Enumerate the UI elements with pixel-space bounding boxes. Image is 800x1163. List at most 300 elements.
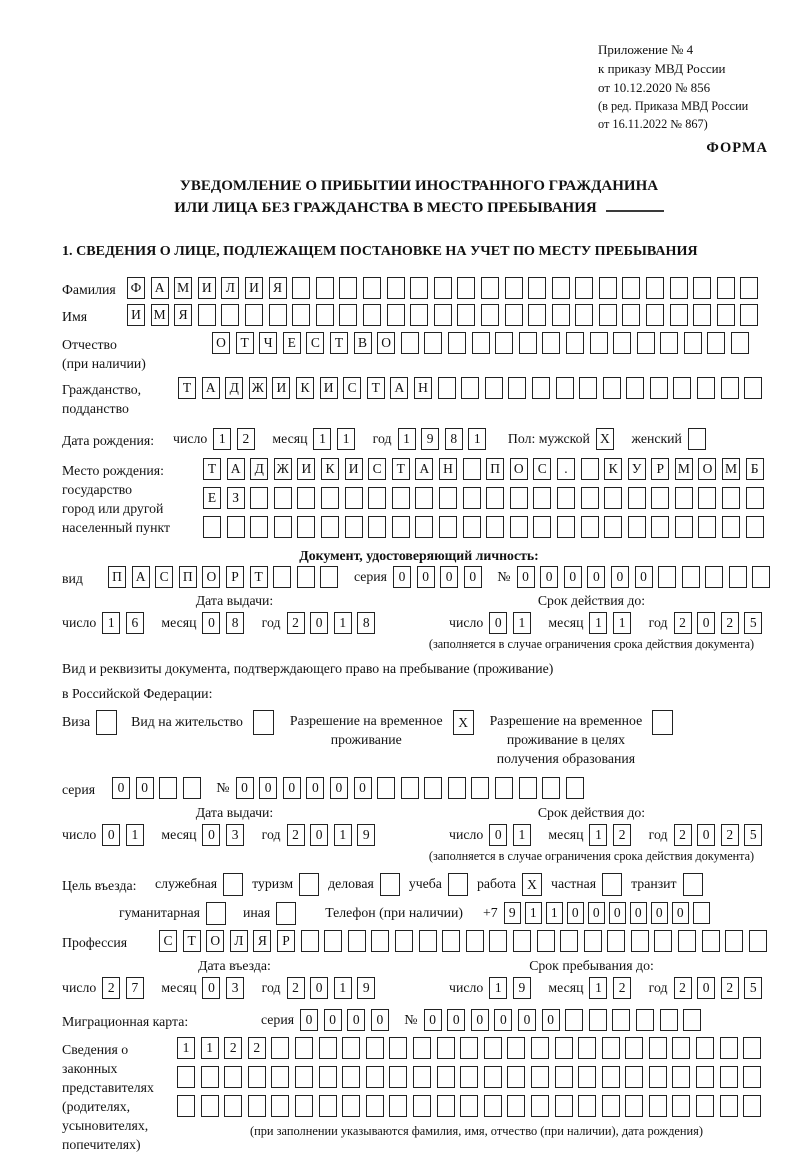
form-cell (722, 487, 740, 509)
form-cell (752, 566, 770, 588)
form-cell: С (368, 458, 386, 480)
form-cell (442, 930, 460, 952)
form-cell: 9 (357, 977, 375, 999)
form-cell: С (159, 930, 177, 952)
form-cell (448, 332, 466, 354)
form-cell (612, 1009, 630, 1031)
form-cell (224, 1095, 242, 1117)
purpose-row1 (62, 873, 776, 896)
form-cell (159, 777, 177, 799)
form-cell: О (202, 566, 220, 588)
form-cell: 0 (542, 1009, 560, 1031)
form-cell (654, 930, 672, 952)
form-cell (725, 930, 743, 952)
form-cell: 0 (300, 1009, 318, 1031)
form-cell: У (628, 458, 646, 480)
birthplace-label-line: населенный пункт (62, 520, 171, 535)
purpose-option-humanitarian (119, 902, 226, 925)
birth-month-cells (313, 428, 360, 450)
residence-dates (62, 805, 776, 864)
form-cell: 1 (489, 977, 507, 999)
form-cell: К (604, 458, 622, 480)
form-cell: 2 (721, 824, 739, 846)
appendix-line: Приложение № 4 (598, 42, 694, 57)
purpose-row2 (62, 902, 776, 925)
form-cell: О (698, 458, 716, 480)
form-cell (321, 487, 339, 509)
form-cell (749, 930, 767, 952)
form-cell (319, 1066, 337, 1088)
form-cell: 0 (330, 777, 348, 799)
doc-expiry-month (589, 612, 636, 634)
form-cell: П (179, 566, 197, 588)
form-cell (201, 1066, 219, 1088)
form-cell (484, 1095, 502, 1117)
purpose-option-tourism (252, 873, 319, 896)
form-cell: О (206, 930, 224, 952)
form-cell (297, 487, 315, 509)
form-cell (250, 516, 268, 538)
form-cell: Ч (259, 332, 277, 354)
form-cell: 0 (202, 612, 220, 634)
form-cell: Т (203, 458, 221, 480)
form-cell: И (320, 377, 338, 399)
birthplace-cells-block (203, 458, 769, 545)
form-cell (607, 930, 625, 952)
form-cell (746, 516, 764, 538)
migration-number-cells (424, 1009, 707, 1031)
form-cell (223, 873, 243, 896)
form-cell (533, 516, 551, 538)
form-title-line2: ИЛИ ЛИЦА БЕЗ ГРАЖДАНСТВА В МЕСТО ПРЕБЫВАНИЯ (174, 200, 597, 216)
form-cell (626, 377, 644, 399)
form-cell: А (390, 377, 408, 399)
doc-issue-month (202, 612, 249, 634)
form-cell (581, 516, 599, 538)
form-cell: 1 (213, 428, 231, 450)
form-cell: 2 (287, 977, 305, 999)
doc-issue-year (287, 612, 381, 634)
form-cell (271, 1066, 289, 1088)
form-cell (319, 1095, 337, 1117)
form-cell: 0 (588, 902, 605, 924)
edu-permit-label (490, 710, 643, 768)
form-cell (460, 1095, 478, 1117)
form-cell (688, 428, 706, 450)
form-cell: 2 (224, 1037, 242, 1059)
representatives-note: (при заполнении указываются фамилия, имя, отчество (при наличии), дата рождения) (249, 1124, 704, 1138)
residence-expiry-day (489, 824, 536, 846)
form-cell (555, 1037, 573, 1059)
form-cell: 0 (354, 777, 372, 799)
form-cell: Т (367, 377, 385, 399)
month-word: месяц (161, 980, 197, 995)
form-cell: Н (439, 458, 457, 480)
form-cell (672, 1066, 690, 1088)
form-cell (401, 777, 419, 799)
form-cell: 0 (310, 612, 328, 634)
entry-dates (62, 958, 776, 999)
form-cell (683, 873, 703, 896)
form-cell (368, 487, 386, 509)
form-cell: 0 (518, 1009, 536, 1031)
form-cell (510, 487, 528, 509)
form-cell (368, 516, 386, 538)
form-cell (276, 902, 296, 925)
form-cell: 0 (564, 566, 582, 588)
form-cell (675, 487, 693, 509)
entry-date-month (202, 977, 249, 999)
form-cell (463, 487, 481, 509)
form-cell: 2 (237, 428, 255, 450)
temp-permit-label-line2: проживание (330, 732, 402, 747)
form-cell: Р (226, 566, 244, 588)
form-cell (203, 516, 221, 538)
form-cell: 1 (546, 902, 563, 924)
year-word: год (648, 827, 668, 842)
month-word: месяц (161, 827, 197, 842)
form-cell (646, 277, 664, 299)
form-cell (507, 1095, 525, 1117)
form-cell: 0 (672, 902, 689, 924)
form-cell (484, 1037, 502, 1059)
form-cell: С (306, 332, 324, 354)
year-word: год (372, 431, 392, 446)
form-cell: И (272, 377, 290, 399)
form-cell: 2 (721, 977, 739, 999)
sex-label: Пол: мужской (507, 431, 590, 446)
form-cell: 0 (202, 977, 220, 999)
form-cell: 1 (398, 428, 416, 450)
form-cell (297, 566, 315, 588)
form-cell: А (202, 377, 220, 399)
form-cell: 0 (347, 1009, 365, 1031)
form-cell (363, 304, 381, 326)
form-cell (729, 566, 747, 588)
form-cell: О (510, 458, 528, 480)
citizenship-cells (178, 377, 768, 399)
form-cell (292, 304, 310, 326)
representatives-cells-row3 (177, 1095, 776, 1117)
form-cell: П (486, 458, 504, 480)
month-word: месяц (548, 827, 584, 842)
form-cell: Л (230, 930, 248, 952)
form-cell (740, 277, 758, 299)
doc-expiry-title: Срок действия до: (537, 593, 646, 608)
day-word: число (449, 980, 484, 995)
form-cell: А (415, 458, 433, 480)
form-cell (505, 304, 523, 326)
form-cell: Ж (274, 458, 292, 480)
representatives-label-line: попечителях) (62, 1137, 141, 1152)
purpose-study-checkbox (448, 873, 468, 896)
form-cell (486, 516, 504, 538)
title-underline (606, 198, 664, 212)
purpose-option-label: деловая (328, 876, 374, 891)
form-cell: Е (203, 487, 221, 509)
form-cell (324, 930, 342, 952)
stay-until-year (674, 977, 768, 999)
residence-permit-checkbox (253, 710, 274, 735)
doc-series-cells (393, 566, 487, 588)
form-cell (466, 930, 484, 952)
form-cell (437, 1066, 455, 1088)
firstname-row (62, 304, 776, 326)
form-cell (602, 1037, 620, 1059)
form-cell (177, 1095, 195, 1117)
month-word: месяц (161, 615, 197, 630)
form-cell (366, 1066, 384, 1088)
doc-expiry-year (674, 612, 768, 634)
form-cell (528, 304, 546, 326)
form-cell: З (227, 487, 245, 509)
form-cell: 9 (513, 977, 531, 999)
form-cell (552, 304, 570, 326)
entry-date-title: Дата въезда: (198, 958, 271, 973)
form-cell (602, 1095, 620, 1117)
entry-date-dateline (62, 977, 407, 999)
form-cell (589, 1009, 607, 1031)
form-cell (489, 930, 507, 952)
form-cell (720, 1066, 738, 1088)
surname-label: Фамилия (62, 282, 116, 297)
form-cell (321, 516, 339, 538)
form-cell (578, 1037, 596, 1059)
doc-issue-dateline (62, 612, 407, 634)
profession-label: Профессия (62, 935, 128, 950)
form-cell: 1 (525, 902, 542, 924)
form-cell: 0 (424, 1009, 442, 1031)
form-cell (495, 332, 513, 354)
residence-expiry-year (674, 824, 768, 846)
form-cell (637, 332, 655, 354)
sex-male-checkbox (596, 428, 620, 450)
form-cell (377, 777, 395, 799)
form-cell (413, 1037, 431, 1059)
form-cell (224, 1066, 242, 1088)
doc-number-label: № (497, 569, 511, 584)
form-cell (670, 277, 688, 299)
phone-label: Телефон (при наличии) (325, 905, 464, 920)
form-cell (603, 377, 621, 399)
form-cell (670, 304, 688, 326)
patronymic-label (62, 332, 212, 373)
form-cell (557, 487, 575, 509)
form-cell (392, 516, 410, 538)
form-cell: С (343, 377, 361, 399)
purpose-option-label: частная (551, 876, 597, 891)
form-cell: 0 (464, 566, 482, 588)
birthplace-label (62, 458, 203, 537)
citizenship-label-line1: Гражданство, (62, 382, 142, 397)
form-cell: А (132, 566, 150, 588)
form-cell: А (151, 277, 169, 299)
patronymic-cells (212, 332, 755, 354)
form-cell (722, 516, 740, 538)
form-cell (721, 377, 739, 399)
purpose-option-label: служебная (155, 876, 218, 891)
residence-intro-line1: Вид и реквизиты документа, подтверждающего право на пребывание (проживание) (62, 661, 554, 676)
form-cell (650, 377, 668, 399)
form-cell (413, 1095, 431, 1117)
form-cell (678, 930, 696, 952)
form-cell: 1 (201, 1037, 219, 1059)
surname-cells (127, 277, 764, 299)
form-cell: 0 (609, 902, 626, 924)
year-word: год (648, 980, 668, 995)
form-cell (555, 1095, 573, 1117)
form-cell (395, 930, 413, 952)
form-cell: 0 (283, 777, 301, 799)
representatives-label-line: Сведения о (62, 1042, 129, 1057)
form-cell (533, 487, 551, 509)
day-word: число (449, 615, 484, 630)
form-cell (198, 304, 216, 326)
firstname-cells (127, 304, 764, 326)
form-cell (537, 930, 555, 952)
form-cell (599, 304, 617, 326)
form-cell: Н (414, 377, 432, 399)
form-cell: 0 (567, 902, 584, 924)
form-cell (221, 304, 239, 326)
form-cell (683, 1009, 701, 1031)
form-cell (696, 1037, 714, 1059)
form-cell (636, 1009, 654, 1031)
form-cell: X (522, 873, 542, 896)
form-cell (437, 1037, 455, 1059)
representatives-label (62, 1037, 177, 1154)
phone-cells (504, 902, 714, 924)
residence-issue-year (287, 824, 381, 846)
form-cell (301, 930, 319, 952)
form-cell (510, 516, 528, 538)
doc-expiry-block (407, 593, 776, 652)
form-cell (206, 902, 226, 925)
edu-permit-label-line2: проживание в целях (506, 732, 625, 747)
form-cell (651, 487, 669, 509)
patronymic-label-line2: (при наличии) (62, 356, 146, 371)
day-word: число (62, 980, 97, 995)
form-cell (625, 1037, 643, 1059)
entry-date-block (62, 958, 407, 999)
birthplace-cells-row1 (203, 458, 769, 480)
form-cell (485, 377, 503, 399)
purpose-option-private (551, 873, 622, 896)
form-cell: 2 (248, 1037, 266, 1059)
form-cell (177, 1066, 195, 1088)
residence-issue-month (202, 824, 249, 846)
form-cell (740, 304, 758, 326)
form-cell (560, 930, 578, 952)
form-cell (339, 304, 357, 326)
form-cell (245, 304, 263, 326)
form-cell: 3 (226, 977, 244, 999)
patronymic-row (62, 332, 776, 373)
form-cell (696, 1095, 714, 1117)
form-cell (531, 1066, 549, 1088)
identity-doc-dates (62, 593, 776, 652)
form-cell (295, 1095, 313, 1117)
form-cell (463, 458, 481, 480)
form-cell: 0 (587, 566, 605, 588)
purpose-option-label: работа (476, 876, 517, 891)
form-cell: 5 (744, 824, 762, 846)
doc-expiry-dateline (407, 612, 776, 634)
purpose-official-checkbox (223, 873, 243, 896)
form-cell (392, 487, 410, 509)
form-cell (486, 487, 504, 509)
form-cell (319, 1037, 337, 1059)
form-cell: М (722, 458, 740, 480)
purpose-option-other (243, 902, 296, 925)
stay-until-title: Срок пребывания до: (529, 958, 654, 973)
form-cell: 0 (630, 902, 647, 924)
form-cell (389, 1066, 407, 1088)
form-cell (363, 277, 381, 299)
form-cell (682, 566, 700, 588)
form-cell: 2 (613, 824, 631, 846)
form-cell: 1 (337, 428, 355, 450)
form-cell (672, 1037, 690, 1059)
form-cell (581, 487, 599, 509)
form-cell (622, 304, 640, 326)
form-cell: И (245, 277, 263, 299)
residence-options-row (62, 710, 776, 768)
birthdate-row (62, 428, 776, 450)
form-cell (320, 566, 338, 588)
purpose-tourism-checkbox (299, 873, 319, 896)
visa-checkbox (96, 710, 117, 735)
form-cell (438, 377, 456, 399)
day-word: число (62, 827, 97, 842)
form-cell (295, 1037, 313, 1059)
form-cell: 5 (744, 612, 762, 634)
form-cell (578, 1095, 596, 1117)
purpose-option-label: учеба (408, 876, 442, 891)
residence-expiry-month (589, 824, 636, 846)
birthplace-cells-row2 (203, 487, 769, 509)
form-cell (342, 1037, 360, 1059)
form-cell (461, 377, 479, 399)
form-cell: 6 (126, 612, 144, 634)
form-cell: 0 (202, 824, 220, 846)
form-cell: Т (236, 332, 254, 354)
birthplace-row (62, 458, 776, 545)
form-cell: Д (250, 458, 268, 480)
form-cell (460, 1066, 478, 1088)
form-cell (457, 304, 475, 326)
form-word: ФОРМА (706, 140, 768, 156)
doc-issue-day (102, 612, 149, 634)
form-cell (556, 377, 574, 399)
form-cell: 0 (417, 566, 435, 588)
form-cell: 0 (471, 1009, 489, 1031)
purpose-option-label: гуманитарная (119, 905, 200, 920)
form-cell: 3 (226, 824, 244, 846)
form-cell (604, 516, 622, 538)
edition-line: от 16.11.2022 № 867) (598, 117, 708, 131)
purpose-label: Цель въезда: (62, 878, 137, 893)
residence-number-label: № (216, 780, 230, 795)
residence-issue-block (62, 805, 407, 864)
year-word: год (261, 615, 281, 630)
form-cell (652, 710, 673, 735)
form-cell (460, 1037, 478, 1059)
form-cell (250, 487, 268, 509)
surname-row (62, 277, 776, 299)
entry-date-day (102, 977, 149, 999)
form-cell (271, 1095, 289, 1117)
